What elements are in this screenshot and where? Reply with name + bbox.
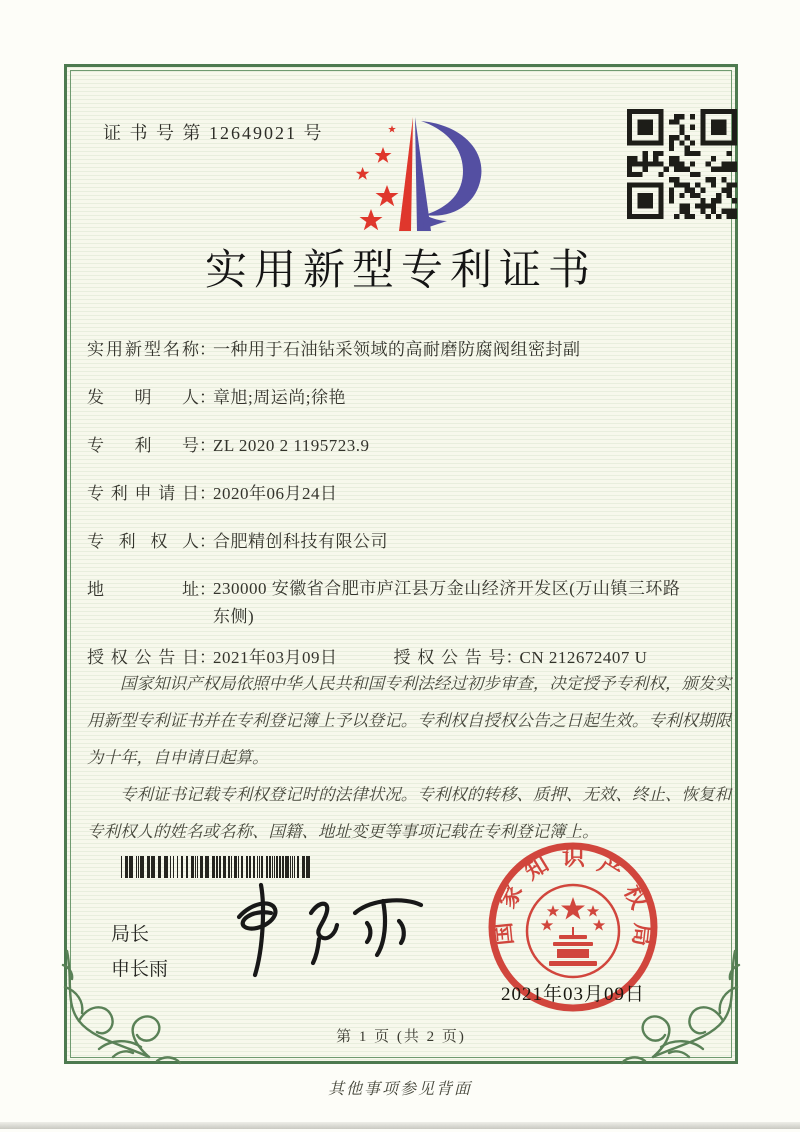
director-signature [215,877,435,982]
legal-paragraph-2: 专利证书记载专利权登记时的法律状况。专利权的转移、质押、无效、终止、恢复和专利权人的姓名或名称、国籍、地址变更等事项记载在专利登记簿上。 [87,785,731,841]
field-colon: ： [199,532,216,551]
field-label: 专利申请日 [87,484,199,503]
field-colon: ： [199,436,216,455]
field-row-filing-date [87,479,731,509]
field-row-inventors [87,383,731,413]
page-indicator: 第 1 页 (共 2 页) [336,1029,466,1045]
field-colon: ： [199,340,216,359]
certificate-number: 证 书 号 第 12649021 号 [103,123,324,143]
field-list [87,335,731,691]
field-value: 230000 安徽省合肥市庐江县万金山经济开发区(万山镇三环路东侧) [213,579,681,626]
seal-date: 2021年03月09日 [500,984,645,1005]
signer-title: 局长 [111,924,150,945]
back-note: 其他事项参见背面 [327,1081,472,1098]
signer-block [111,917,168,987]
field-value: ZL 2020 2 1195723.9 [213,436,370,455]
field-row-patentee [87,527,731,557]
field-row-patent-number [87,431,731,461]
certificate-title: 实用新型专利证书 [204,248,597,294]
seal-text: 国家知识产权局 [490,845,656,948]
field-label: 授权公告日 [87,648,199,667]
certificate-frame [64,64,738,1064]
field-row-utility-model-name [87,335,731,365]
field-label: 实用新型名称 [87,340,199,359]
legal-paragraph-1: 国家知识产权局依照中华人民共和国专利法经过初步审查，决定授予专利权，颁发实用新型专利证书并在专利登记簿上予以登记。专利权自授权公告之日起生效。专利权期限为十年，自申请日起算。 [87,674,731,767]
field-row-address [87,575,731,631]
national-emblem-icon [527,885,619,977]
field-colon: ： [199,648,216,667]
grant-date-value: 2021年03月09日 [213,648,338,667]
barcode [121,856,313,878]
field-colon: ： [199,580,216,599]
field-label: 地址 [87,580,199,599]
field-colon: ： [199,484,216,503]
field-colon: ： [199,388,216,407]
field-label: 发明人 [87,388,199,407]
qr-code [627,109,737,219]
legal-text [87,665,731,850]
page-edge-shadow [0,1122,800,1129]
signer-name: 申长雨 [111,959,169,980]
cnipa-logo-icon [337,111,489,237]
grant-number-value: CN 212672407 U [519,648,648,667]
field-label: 授权公告号 [393,648,506,667]
field-value: 章旭;周运尚;徐艳 [213,388,346,407]
field-label: 专利权人 [87,532,199,551]
field-value: 一种用于石油钻采领域的高耐磨防腐阀组密封副 [213,340,581,359]
field-label: 专利号 [87,436,199,455]
field-value: 合肥精创科技有限公司 [213,532,388,551]
field-value: 2020年06月24日 [213,484,338,503]
field-colon: ： [505,648,523,667]
